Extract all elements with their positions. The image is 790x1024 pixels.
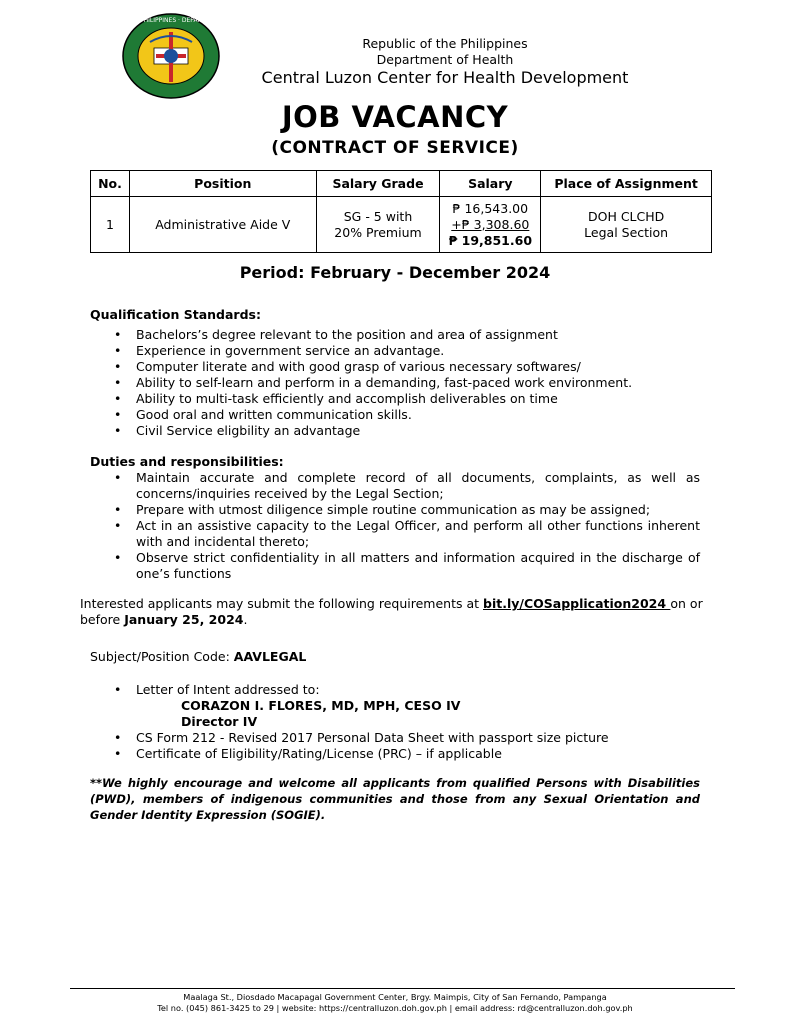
apply-text: Interested applicants may submit the following requirements at — [80, 596, 483, 611]
list-item: • Good oral and written communication skills. — [136, 407, 700, 423]
list-item: • Ability to multi-task efficiently and accomplish deliverables on time — [136, 391, 700, 407]
position-code-label: Subject/Position Code: — [90, 649, 234, 664]
position-code: AAVLEGAL — [233, 649, 307, 664]
cell-salary — [440, 197, 541, 253]
cell-salary-grade — [316, 197, 440, 253]
period-heading: Period: February - December 2024 — [239, 263, 551, 282]
addressee-role: Director IV — [181, 714, 258, 729]
list-item: • CS Form 212 - Revised 2017 Personal Data Sheet with passport size picture — [136, 730, 700, 746]
footer-contact: Tel no. (045) 861-3425 to 29 | website: https://centralluzon.doh.gov.ph | email address: rd@centralluzon.doh.gov.ph — [157, 1003, 633, 1013]
footer-address: Maalaga St., Diosdado Macapagal Government Center, Brgy. Maimpis, City of San Fernando, Pampanga — [183, 992, 607, 1002]
salary-total: ₱ 19,851.60 — [448, 232, 533, 248]
qualifications-list — [90, 327, 700, 439]
list-item: • Civil Service eligbility an advantage — [136, 423, 700, 439]
list-item: • Maintain accurate and complete record of all documents, complaints, as well as concerns/inquiries received by the Legal Section; — [136, 470, 700, 502]
cell-position: Administrative Aide V — [129, 197, 316, 253]
position-code-line — [90, 649, 306, 664]
column-header: Salary — [440, 171, 541, 197]
page-subtitle: (CONTRACT OF SERVICE) — [271, 138, 519, 158]
header-republic: Republic of the Philippines — [362, 36, 528, 51]
grade-line1: SG - 5 with — [343, 208, 413, 224]
table-header-row — [91, 171, 712, 197]
qualifications-heading: Qualification Standards: — [90, 307, 261, 322]
deadline-date: January 25, 2024 — [124, 612, 244, 627]
duties-heading: Duties and responsibilities: — [90, 454, 284, 469]
grade-line2: 20% Premium — [334, 224, 422, 240]
table-row — [91, 197, 712, 253]
list-item: • Bachelors’s degree relevant to the position and area of assignment — [136, 327, 700, 343]
apply-paragraph — [80, 596, 705, 628]
list-item: • Ability to self-learn and perform in a demanding, fast-paced work environment. — [136, 375, 700, 391]
header-office: Central Luzon Center for Health Development — [261, 68, 629, 87]
pwd-note: **We highly encourage and welcome all applicants from qualified Persons with Disabilities (PWD), members of indigenous communities and those from any Sexual Orientation and Gender Identity Expression (SOGIE). — [90, 776, 700, 822]
seal-lettering: REPUBLIC OF THE PHILIPPINES · DEPARTMENT OF HEALTH — [84, 17, 258, 24]
cell-place — [541, 197, 712, 253]
requirement-letter: • Letter of Intent addressed to: — [136, 682, 320, 697]
list-item: • Act in an assistive capacity to the Legal Officer, and perform all other functions inherent with and incidental thereto; — [136, 518, 700, 550]
cell-no: 1 — [91, 197, 130, 253]
vacancy-table — [90, 170, 712, 253]
apply-text-3: . — [243, 612, 248, 627]
place-line1: DOH CLCHD — [587, 208, 665, 224]
list-item: • Prepare with utmost diligence simple routine communication as may be assigned; — [136, 502, 700, 518]
requirements-list — [90, 682, 700, 762]
page-title: JOB VACANCY — [281, 100, 509, 134]
list-item: • Computer literate and with good grasp of various necessary softwares/ — [136, 359, 700, 375]
doh-seal-logo — [84, 12, 258, 100]
column-header: Salary Grade — [316, 171, 440, 197]
column-header: Position — [129, 171, 316, 197]
list-item: • Certificate of Eligibility/Rating/License (PRC) – if applicable — [136, 746, 700, 762]
application-link[interactable]: bit.ly/COSapplication2024 — [483, 596, 671, 611]
column-header: Place of Assignment — [541, 171, 712, 197]
addressee-name: CORAZON I. FLORES, MD, MPH, CESO IV — [181, 698, 461, 713]
apply-text-2: on or before — [80, 596, 703, 627]
header-department: Department of Health — [376, 52, 514, 67]
footer-divider — [70, 988, 735, 989]
column-header: No. — [91, 171, 130, 197]
list-item: • Experience in government service an advantage. — [136, 343, 700, 359]
list-item — [136, 682, 700, 730]
salary-premium: +₱ 3,308.60 — [451, 216, 530, 232]
duties-list — [90, 470, 700, 582]
list-item: • Observe strict confidentiality in all matters and information acquired in the discharge of one’s functions — [136, 550, 700, 582]
salary-base: ₱ 16,543.00 — [452, 200, 529, 216]
place-line2: Legal Section — [584, 224, 669, 240]
